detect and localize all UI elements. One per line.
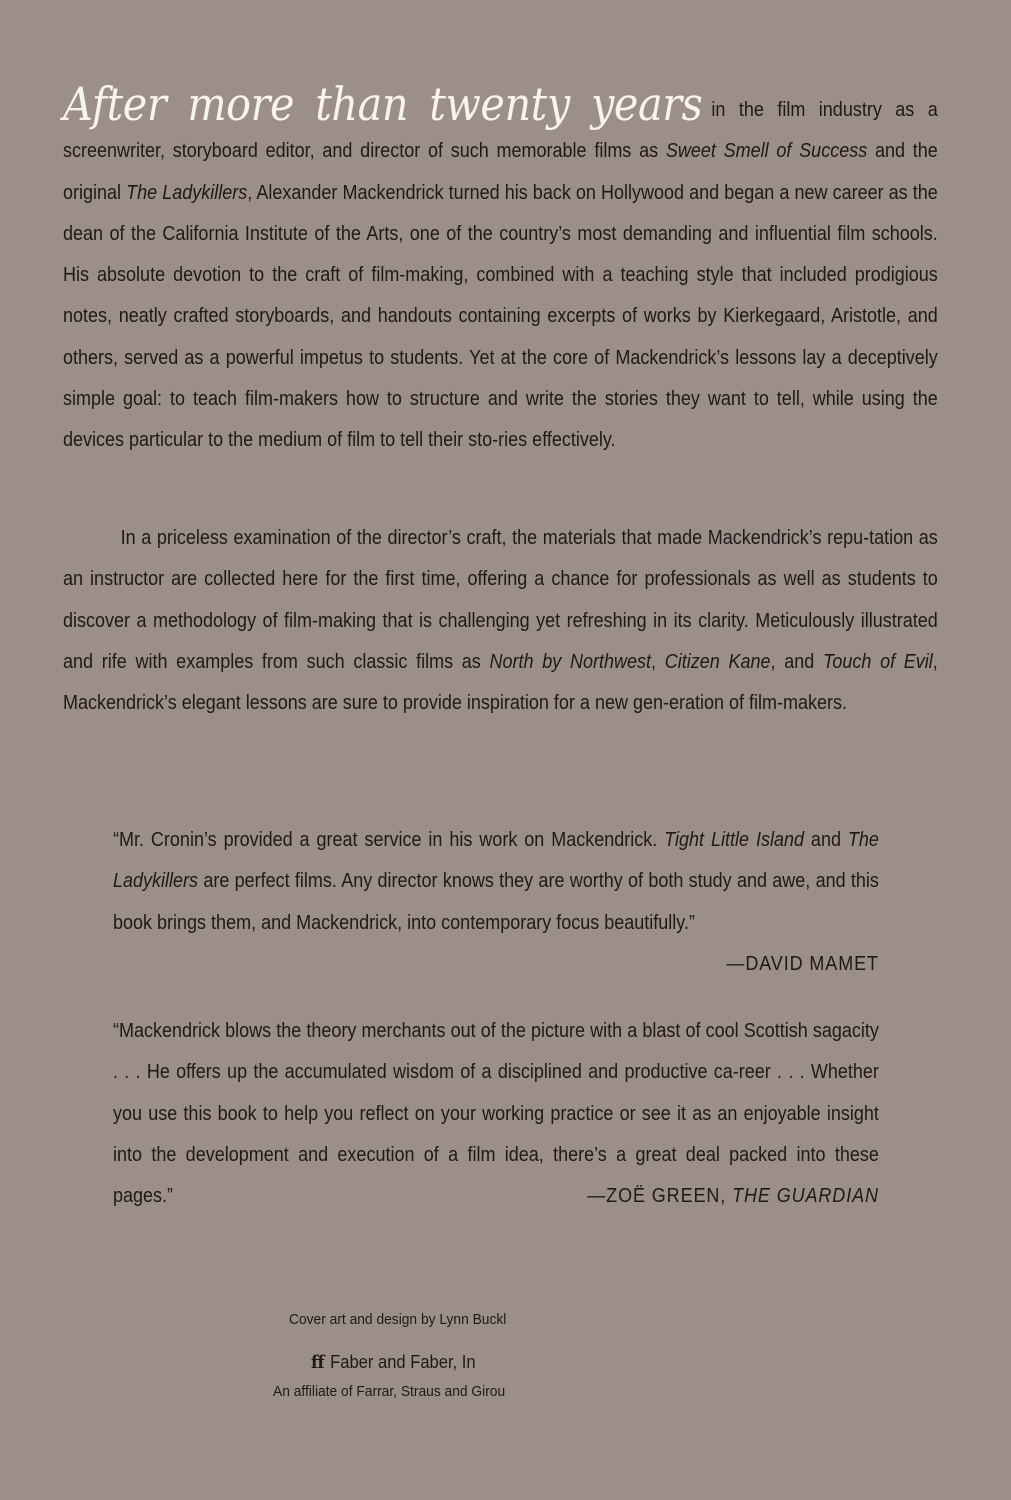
quote-attribution: —ZOË GREEN, THE GUARDIAN (587, 1185, 879, 1208)
film-title: The Ladykillers (113, 829, 879, 893)
cover-credit: Cover art and design by Lynn Buckl (289, 1311, 507, 1328)
film-title: Tight Little Island (664, 829, 804, 851)
film-title: Touch of Evil (822, 650, 933, 673)
faber-logo-icon: ff (311, 1352, 325, 1373)
description-paragraph-1: After more than twenty years in the film industry as a screenwriter, storyboard editor, and director of such memorable films as Sweet Smell of Success and the original The Ladykillers, Alexander Mackendrick turned his back on Hollywood and began a new career as the dean of the California Institute of the Arts, one of the country’s most demanding and influential film schools. His absolute devotion to the craft of film-making, combined with a teaching style that included prodigious notes, neatly crafted storyboards, and handouts containing excerpts of works by Kierkegaard, Aristotle, and others, served as a powerful impetus to students. Yet at the core of Mackendrick’s lessons lay a deceptively simple goal: to teach film-makers how to structure and write the stories they want to tell, while using the devices particular to the medium of film to tell their sto-ries effectively. (63, 77, 938, 452)
film-title: The Ladykillers (126, 181, 248, 204)
film-title: Sweet Smell of Success (665, 140, 868, 163)
blurb-quote-guardian: “Mackendrick blows the theory merchants out of the picture with a blast of cool Scottish sagacity . . . He offers up the accumulated wisdom of a disciplined and productive ca-reer . . . Whether you use this book to help you reflect on your working practice or see it as an enjoyable insight into the development and execution of a film idea, there’s a great deal packed into these pages.” —ZOË GREEN, THE GUARDIAN (113, 1011, 879, 1217)
blurb-quote-mamet: “Mr. Cronin’s provided a great service in his work on Mackendrick. Tight Little Island and The Ladykillers are perfect films. Any director knows they are worthy of both study and awe, and this book brings them, and Mackendrick, into contemporary focus beautifully.” —DAVID MAMET (113, 820, 879, 985)
quote-attribution: —DAVID MAMET (726, 952, 879, 975)
film-title: Citizen Kane (664, 650, 771, 673)
film-title: North by Northwest (489, 650, 652, 673)
description-paragraph-2: In a priceless examination of the director’s craft, the materials that made Mackendrick’s repu-tation as an instructor are collected here for the first time, offering a chance for professionals as well as students to discover a methodology of film-making that is challenging yet refreshing in its clarity. Meticulously illustrated and rife with examples from such classic films as North by Northwest, Citizen Kane, and Touch of Evil, Mackendrick’s elegant lessons are sure to provide inspiration for a new gen-eration of film-makers. (63, 527, 938, 715)
publisher-line: ff Faber and Faber, In (311, 1352, 476, 1373)
affiliate-line: An affiliate of Farrar, Straus and Girou (273, 1383, 506, 1400)
handwritten-opening: After more than twenty years (63, 77, 703, 131)
